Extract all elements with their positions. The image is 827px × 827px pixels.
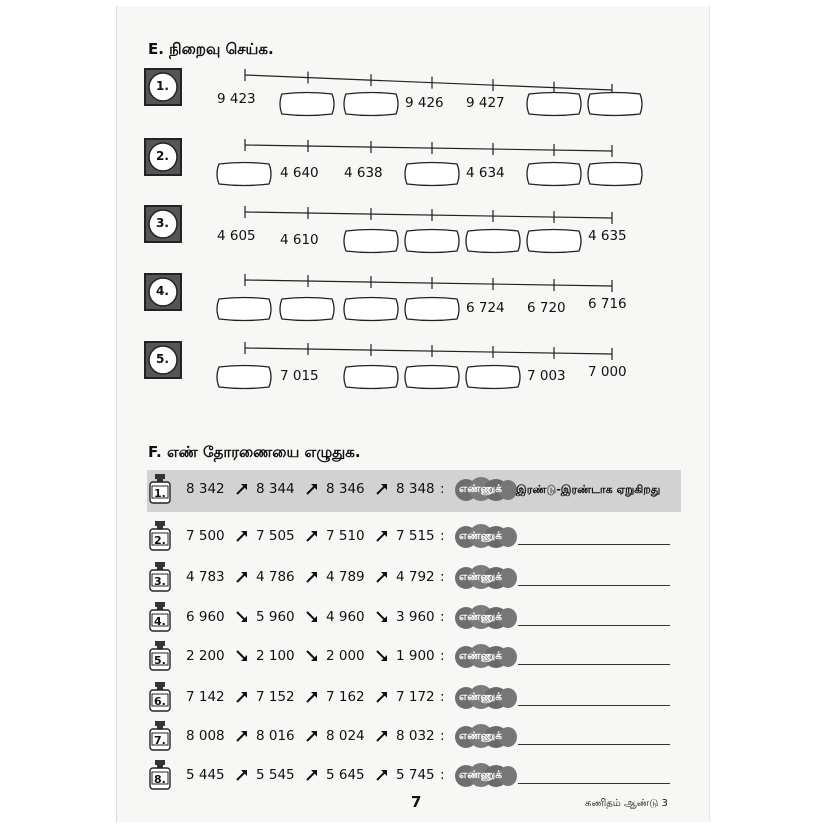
- pattern-value: 2 100: [256, 648, 295, 664]
- label-text: எண்ணுக்: [459, 650, 503, 662]
- question-number: 2.: [156, 149, 169, 163]
- sequence-value: 4 638: [344, 165, 383, 181]
- arrow-up-right-icon: [305, 767, 319, 781]
- arrow-up-right-icon: [375, 689, 389, 703]
- pattern-value: 8 032: [396, 728, 435, 744]
- pattern-value: 8 016: [256, 728, 295, 744]
- pattern-value: 8 346: [326, 481, 365, 497]
- pattern-value: 5 745: [396, 767, 435, 783]
- sequence-value: 6 720: [527, 300, 566, 316]
- arrow-up-right-icon: [305, 481, 319, 495]
- pattern-value: 8 008: [186, 728, 225, 744]
- arrow-up-right-icon: [235, 767, 249, 781]
- question-number: 3.: [156, 216, 169, 230]
- pattern-value: 5 645: [326, 767, 365, 783]
- arrow-up-right-icon: [235, 528, 249, 542]
- sequence-value: 7 003: [527, 368, 566, 384]
- label-text: எண்ணுக்: [459, 691, 503, 703]
- colon-separator: :: [440, 609, 445, 625]
- sequence-value: 7 000: [588, 364, 627, 380]
- question-number: 1.: [154, 487, 166, 500]
- pattern-value: 2 200: [186, 648, 225, 664]
- question-number: 1.: [156, 79, 169, 93]
- pattern-value: 7 142: [186, 689, 225, 705]
- label-text: எண்ணுக்: [459, 530, 503, 542]
- pattern-value: 4 786: [256, 569, 295, 585]
- label-text: எண்ணுக்: [459, 571, 503, 583]
- pattern-value: 7 510: [326, 528, 365, 544]
- pattern-value: 4 792: [396, 569, 435, 585]
- page-number: 7: [411, 793, 422, 811]
- pattern-value: 2 000: [326, 648, 365, 664]
- arrow-up-right-icon: [375, 728, 389, 742]
- sequence-value: 7 015: [280, 368, 319, 384]
- pattern-value: 1 900: [396, 648, 435, 664]
- answer-box[interactable]: [342, 364, 400, 390]
- arrow-down-right-icon: [375, 648, 389, 662]
- question-number: 6.: [154, 695, 166, 708]
- pattern-value: 8 344: [256, 481, 295, 497]
- label-text: எண்ணுக்: [459, 769, 503, 781]
- pattern-value: 4 789: [326, 569, 365, 585]
- label-text: எண்ணுக்: [459, 483, 503, 495]
- arrow-up-right-icon: [235, 728, 249, 742]
- sequence-value: 9 426: [405, 95, 444, 111]
- sequence-value: 4 610: [280, 232, 319, 248]
- answer-line[interactable]: [518, 544, 670, 545]
- arrow-up-right-icon: [375, 528, 389, 542]
- pattern-value: 6 960: [186, 609, 225, 625]
- arrow-up-right-icon: [235, 481, 249, 495]
- answer-box[interactable]: [464, 364, 522, 390]
- question-number: 2.: [154, 534, 166, 547]
- arrow-up-right-icon: [375, 481, 389, 495]
- pattern-value: 7 172: [396, 689, 435, 705]
- colon-separator: :: [440, 481, 445, 497]
- colon-separator: :: [440, 569, 445, 585]
- pattern-value: 7 500: [186, 528, 225, 544]
- question-number: 5.: [154, 654, 166, 667]
- arrow-up-right-icon: [235, 689, 249, 703]
- arrow-down-right-icon: [235, 648, 249, 662]
- pattern-value: 7 505: [256, 528, 295, 544]
- answer-line[interactable]: [518, 625, 670, 626]
- sequence-value: 4 634: [466, 165, 505, 181]
- arrow-down-right-icon: [235, 609, 249, 623]
- book-title: கணிதம் ஆண்டு 3: [585, 798, 668, 809]
- sequence-value: 4 605: [217, 228, 256, 244]
- sequence-value: 9 423: [217, 91, 256, 107]
- question-number: 4.: [154, 615, 166, 628]
- colon-separator: :: [440, 689, 445, 705]
- arrow-up-right-icon: [305, 569, 319, 583]
- question-number: 4.: [156, 284, 169, 298]
- pattern-value: 4 960: [326, 609, 365, 625]
- sequence-value: 4 635: [588, 228, 627, 244]
- pattern-value: 7 515: [396, 528, 435, 544]
- arrow-up-right-icon: [375, 767, 389, 781]
- pattern-value: 8 348: [396, 481, 435, 497]
- answer-box[interactable]: [215, 364, 273, 390]
- label-text: எண்ணுக்: [459, 611, 503, 623]
- answer-line[interactable]: [518, 664, 670, 665]
- colon-separator: :: [440, 728, 445, 744]
- section-e-title: E. நிறைவு செய்க.: [148, 40, 274, 58]
- arrow-up-right-icon: [305, 728, 319, 742]
- pattern-value: 5 960: [256, 609, 295, 625]
- sequence-value: 6 716: [588, 296, 627, 312]
- arrow-up-right-icon: [305, 528, 319, 542]
- question-number: 7.: [154, 734, 166, 747]
- pattern-value: 8 342: [186, 481, 225, 497]
- colon-separator: :: [440, 648, 445, 664]
- question-number: 5.: [156, 352, 169, 366]
- answer-line[interactable]: [518, 783, 670, 784]
- pattern-value: 3 960: [396, 609, 435, 625]
- question-number: 8.: [154, 773, 166, 786]
- colon-separator: :: [440, 528, 445, 544]
- arrow-up-right-icon: [235, 569, 249, 583]
- answer-line[interactable]: [518, 705, 670, 706]
- pattern-value: 7 162: [326, 689, 365, 705]
- arrow-down-right-icon: [375, 609, 389, 623]
- question-number: 3.: [154, 575, 166, 588]
- sequence-value: 6 724: [466, 300, 505, 316]
- label-text: எண்ணுக்: [459, 730, 503, 742]
- sequence-value: 9 427: [466, 95, 505, 111]
- arrow-up-right-icon: [375, 569, 389, 583]
- pattern-value: 5 545: [256, 767, 295, 783]
- pattern-value: 8 024: [326, 728, 365, 744]
- arrow-down-right-icon: [305, 648, 319, 662]
- pattern-value: 4 783: [186, 569, 225, 585]
- arrow-down-right-icon: [305, 609, 319, 623]
- answer-line[interactable]: [518, 585, 670, 586]
- answer-box[interactable]: [403, 364, 461, 390]
- pattern-value: 7 152: [256, 689, 295, 705]
- answer-line[interactable]: [518, 744, 670, 745]
- arrow-up-right-icon: [305, 689, 319, 703]
- section-f-title: F. எண் தோரணையை எழுதுக.: [148, 443, 361, 461]
- pattern-value: 5 445: [186, 767, 225, 783]
- sequence-value: 4 640: [280, 165, 319, 181]
- answer-text: இரண்டு-இரண்டாக ஏறுகிறது: [516, 483, 661, 496]
- colon-separator: :: [440, 767, 445, 783]
